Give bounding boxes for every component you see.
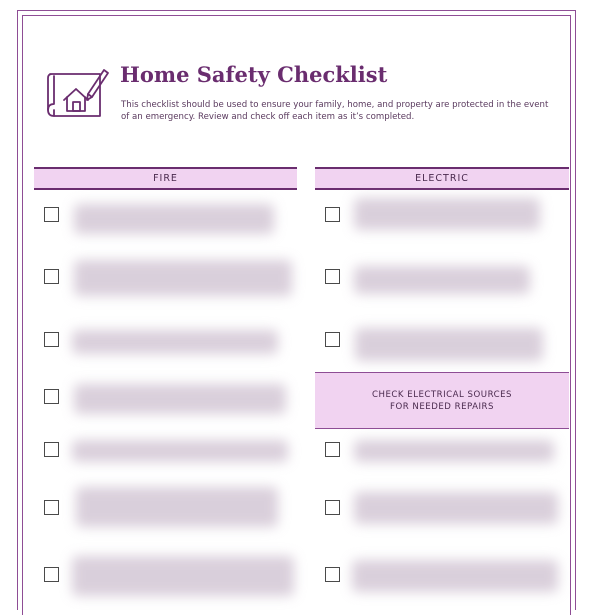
fire-item-1-checkbox[interactable] (44, 207, 59, 222)
fire-item-2-text-redacted (74, 260, 292, 296)
electric-item-3-checkbox[interactable] (325, 332, 340, 347)
electric-column-heading: ELECTRIC (315, 167, 569, 190)
fire-item-3-checkbox[interactable] (44, 332, 59, 347)
fire-column-heading: FIRE (34, 167, 297, 190)
electric-repair-item-1-checkbox[interactable] (325, 442, 340, 457)
fire-item-4-text-redacted (74, 384, 286, 414)
fire-item-3-text-redacted (72, 330, 278, 354)
electrical-repairs-subheading-line1: CHECK ELECTRICAL SOURCES (372, 389, 512, 400)
fire-item-7-text-redacted (72, 556, 294, 596)
electric-item-1-checkbox[interactable] (325, 207, 340, 222)
fire-item-4-checkbox[interactable] (44, 389, 59, 404)
fire-item-7-checkbox[interactable] (44, 567, 59, 582)
electric-repair-item-2-text-redacted (354, 492, 558, 524)
fire-item-5-checkbox[interactable] (44, 442, 59, 457)
fire-item-6-checkbox[interactable] (44, 500, 59, 515)
electric-repair-item-3-text-redacted (352, 560, 558, 592)
intro-text: This checklist should be used to ensure your family, home, and property are protected in the event of an emergency. Review and check off each item as it’s completed. (121, 100, 549, 123)
fire-item-5-text-redacted (72, 440, 288, 462)
electrical-repairs-subheading-line2: FOR NEEDED REPAIRS (390, 401, 494, 412)
electric-repair-item-2-checkbox[interactable] (325, 500, 340, 515)
fire-item-6-text-redacted (76, 487, 278, 527)
electric-item-3-text-redacted (355, 328, 543, 361)
electrical-repairs-subheading (315, 372, 569, 429)
fire-item-1-text-redacted (74, 204, 274, 234)
fire-item-2-checkbox[interactable] (44, 269, 59, 284)
page-title: Home Safety Checklist (120, 62, 388, 87)
electric-repair-item-3-checkbox[interactable] (325, 567, 340, 582)
electric-item-2-checkbox[interactable] (325, 269, 340, 284)
electric-item-1-text-redacted (354, 198, 540, 230)
house-blueprint-icon (44, 64, 114, 122)
electric-repair-item-1-text-redacted (354, 440, 554, 462)
electric-item-2-text-redacted (354, 266, 530, 294)
